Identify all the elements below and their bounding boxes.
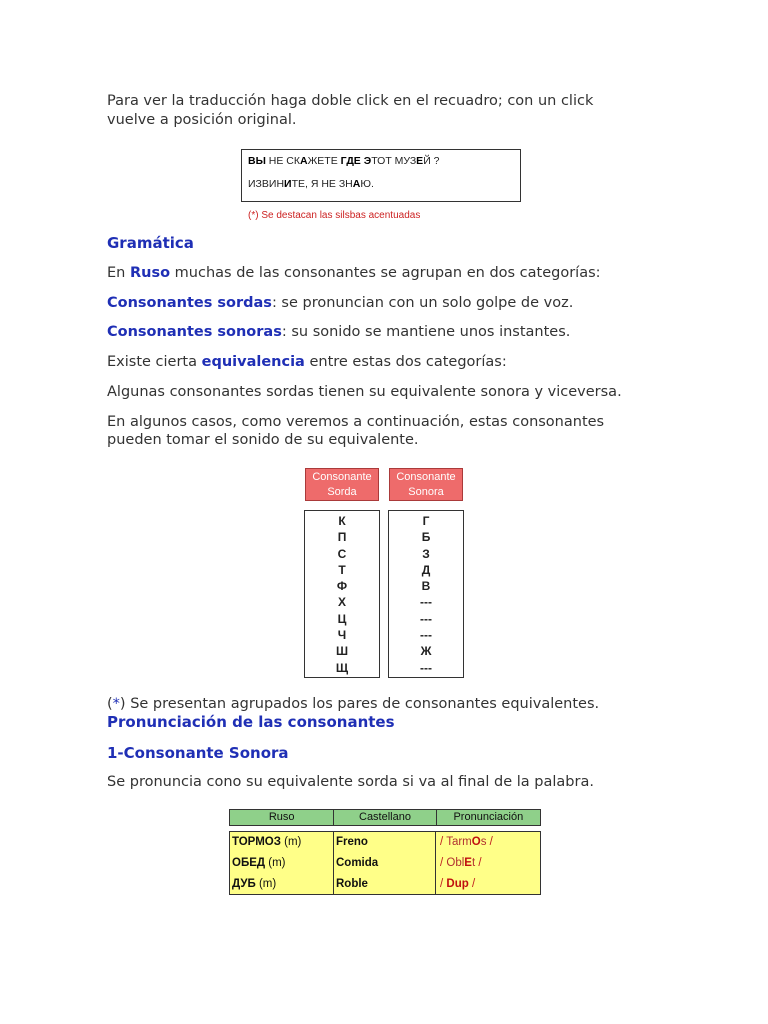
list-item: Д	[421, 562, 431, 577]
list-item: Г	[422, 514, 430, 528]
sordas-column	[304, 510, 380, 678]
list-item: Щ	[335, 660, 349, 675]
col-header-pronunciacion: Pronunciación	[453, 811, 524, 823]
phrase-line-1: ВЫ НЕ СКАЖЕТЕ ГДЕ ЭТОТ МУЗЕЙ ?	[248, 155, 440, 167]
grammar-p5: Algunas consonantes sordas tienen su equivalente sonora y viceversa.	[107, 384, 622, 400]
intro-line-1: Para ver la traducción haga doble click en el recuadro; con un click	[107, 93, 594, 109]
grammar-p6-line-1: En algunos casos, como veremos a continuación, estas consonantes	[107, 414, 605, 430]
accent-note: (*) Se destacan las silsbas acentuadas	[248, 210, 421, 221]
grammar-p4: Existe cierta equivalencia entre estas dos categorías:	[107, 354, 507, 370]
list-item: Ф	[336, 579, 348, 594]
list-item: Ш	[335, 644, 349, 659]
grammar-p2: Consonantes sordas: se pronuncian con un solo golpe de voz.	[107, 295, 574, 311]
grammar-p3: Consonantes sonoras: su sonido se mantiene unos instantes.	[107, 324, 571, 340]
header-sonora: Consonante Sonora	[389, 468, 463, 501]
list-item: В	[421, 579, 431, 594]
pron-table-header	[229, 809, 541, 826]
phrase-line-2: ИЗВИНИТЕ, Я НЕ ЗНАЮ.	[248, 178, 374, 190]
list-item: Ц	[337, 611, 347, 626]
grammar-p6-line-2: pueden tomar el sonido de su equivalente.	[107, 432, 419, 448]
list-item: ---	[420, 628, 432, 643]
section-subtitle: 1-Consonante Sonora	[107, 744, 289, 762]
list-item: Т	[338, 562, 346, 577]
col-header-ruso: Ruso	[230, 810, 334, 825]
intro-line-2: vuelve a posición original.	[107, 112, 297, 128]
pairs-footnote: (*) Se presentan agrupados los pares de consonantes equivalentes.	[107, 696, 600, 712]
header-sorda: Consonante Sorda	[305, 468, 379, 501]
list-item: ---	[420, 595, 432, 610]
table-row: ТОРМОЗ (m) Freno / TarmOs /	[230, 832, 540, 853]
list-item: С	[337, 546, 347, 561]
grammar-title: Gramática	[107, 234, 194, 252]
sonoras-column	[388, 510, 464, 678]
list-item: Х	[337, 595, 346, 610]
list-item: ---	[420, 660, 432, 675]
section-text: Se pronuncia cono su equivalente sorda si va al final de la palabra.	[107, 774, 594, 790]
col-header-castellano: Castellano	[334, 810, 436, 825]
list-item: З	[422, 546, 430, 561]
list-item: Ж	[420, 644, 432, 659]
table-row: ОБЕД (m) Comida / OblEt /	[230, 853, 540, 874]
list-item: П	[337, 530, 347, 545]
section-title: Pronunciación de las consonantes	[107, 713, 395, 731]
pron-table-body	[229, 831, 541, 895]
list-item: К	[338, 514, 346, 528]
table-row: ДУБ (m) Roble / Dup /	[230, 874, 540, 895]
grammar-p1: En Ruso muchas de las consonantes se agrupan en dos categorías:	[107, 265, 601, 281]
list-item: Ч	[337, 628, 347, 643]
list-item: Б	[421, 530, 431, 545]
list-item: ---	[420, 611, 432, 626]
russian-phrase-box[interactable]	[241, 149, 521, 202]
